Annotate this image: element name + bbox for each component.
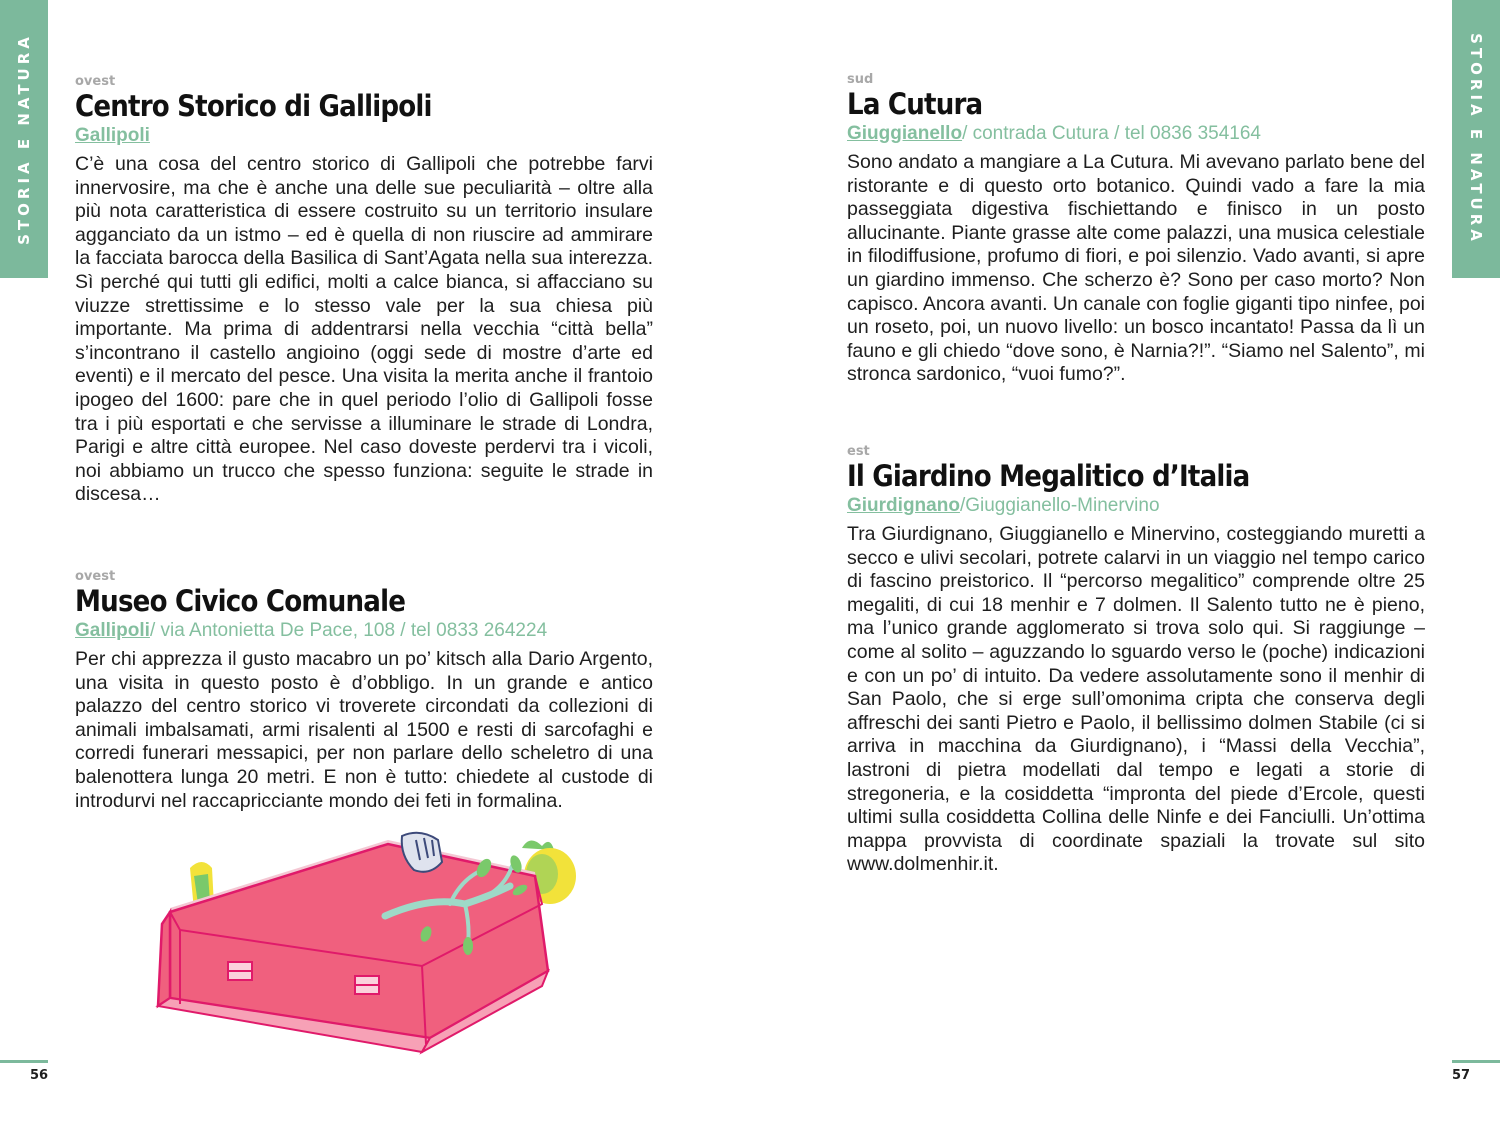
article-museo: [75, 570, 653, 813]
article-body: Sono andato a mangiare a La Cutura. Mi avevano parlato bene del ristorante e di questo orto botanico. Quindi vado a fare la mia passeggiata digestiva fischiettando e finisco in un posto allucinante. Piante grasse alte come palazzi, una musica celestiale in filodiffusione, profumo di fiori, e poi silenzio. Vado avanti, si apre un giardino immenso. Che scherzo è? Sono per caso morto? Non capisco. Ancora avanti. Un canale con foglie giganti tipo ninfee, poi un roseto, poi, un nuovo livello: un bosco incantato! Passa da lì un fauno e gli chiedo “dove sono, è Narnia?!”. “Siamo nel Salento”, mi stronca sardonico, “vuoi fumo?”.: [847, 151, 1425, 386]
article-direction: sud: [847, 72, 874, 87]
article-direction: est: [847, 444, 870, 459]
article-location: [75, 618, 653, 644]
coffin-illustration: [150, 826, 600, 1056]
article-title: La Cutura: [847, 87, 983, 121]
article-location: [847, 493, 1425, 519]
article-location: [75, 123, 653, 149]
article-location: [847, 121, 1425, 147]
article-body: C’è una cosa del centro storico di Gallipoli che potrebbe farvi innervosire, ma che è anche una delle sue peculiarità – oltre alla più nota caratteristica di essere costruito su un territorio insulare agganciato da un istmo – ed è quella di non riuscire ad ammirare la facciata barocca della Basilica di Sant’Agata nella sua interezza. Sì perché qui tutti gli edifici, molti a calce bianca, si affacciano su viuzze strettissime e lo stesso vale per la sua chiesa più importante. Ma prima di addentrarsi nella vecchia “città bella” s’incontrano il castello angioino (oggi sede di mostre d’arte ed eventi) e il mercato del pesce. Una visita la merita anche il frantoio ipogeo del 1600: pare che in quel periodo l’olio di Gallipoli fosse tra i più esportati e che servisse a illuminare le strade di Londra, Parigi e altre città europee. Nel caso doveste perdervi tra i vicoli, noi abbiamo un trucco che spesso funziona: seguite le strade in discesa…: [75, 153, 653, 506]
section-label-right: STORIA E NATURA: [1467, 33, 1485, 245]
section-tab-left: [0, 0, 48, 278]
page-number-right: 57: [1452, 1068, 1471, 1083]
article-address: /Giuggianello-Minervino: [959, 495, 1160, 516]
article-cutura: [847, 73, 1425, 387]
article-town-link[interactable]: Gallipoli: [75, 125, 150, 146]
folio-rule-left: [0, 1060, 48, 1063]
article-gallipoli: [75, 75, 653, 507]
article-address: / contrada Cutura / tel 0836 354164: [962, 123, 1261, 144]
article-title: Centro Storico di Gallipoli: [75, 89, 432, 123]
coffin-icon: [158, 840, 548, 1052]
article-direction: ovest: [75, 74, 116, 89]
article-title: Il Giardino Megalitico d’Italia: [847, 459, 1250, 493]
article-direction: ovest: [75, 569, 116, 584]
article-body: Per chi apprezza il gusto macabro un po’ kitsch alla Dario Argento, una visita in questo posto è d’obbligo. In un grande e antico palazzo del centro storico vi troverete circondati da collezioni di animali imbalsamati, armi risalenti al 1500 e resti di sarcofaghi e corredi funerari messapici, per non parlare dello scheletro di una balenottera lunga 20 metri. E non è tutto: chiedete al custode di introdurvi nel raccapricciante mondo dei feti in formalina.: [75, 648, 653, 812]
article-giardino: [847, 445, 1425, 877]
page-number-left: 56: [30, 1068, 49, 1083]
section-label-left: STORIA E NATURA: [15, 33, 33, 245]
article-title: Museo Civico Comunale: [75, 584, 406, 618]
article-body: Tra Giurdignano, Giuggianello e Minervino, costeggiando muretti a secco e ulivi secolari, potrete calarvi in un viaggio nel tempo carico di fascino preistorico. Il “percorso megalitico” comprende oltre 25 megaliti, di cui 18 menhir e 7 dolmen. Il Salento tutto ne è pieno, ma l’unico grande agglomerato si trova solo qui. Si raggiunge – come al solito – aguzzando lo sguardo verso le (poche) indicazioni e con un po’ di intuito. Da vedere assolutamente sono il menhir di San Paolo, che si erge sull’omonima cripta che conserva degli affreschi dei santi Pietro e Paolo, il bellissimo dolmen Stabile (ci si arriva in macchina da Giurdignano), i “Massi della Vecchia”, lastroni di pietra modellati dal tempo e legati a storie di stregoneria, e la cosiddetta “impronta del piede d’Ercole, questi ultimi sulla cosiddetta Collina delle Ninfe e dei Fanciulli. Un’ottima mappa provvista di coordinate spaziali la trovate sul sito www.dolmenhir.it.: [847, 523, 1425, 876]
section-tab-right: [1452, 0, 1500, 278]
article-address: / via Antonietta De Pace, 108 / tel 0833 264224: [149, 620, 548, 641]
article-town-link[interactable]: Giuggianello: [847, 123, 963, 144]
article-town-link[interactable]: Giurdignano: [847, 495, 960, 516]
article-town-link[interactable]: Gallipoli: [75, 620, 150, 641]
folio-rule-right: [1452, 1060, 1500, 1063]
